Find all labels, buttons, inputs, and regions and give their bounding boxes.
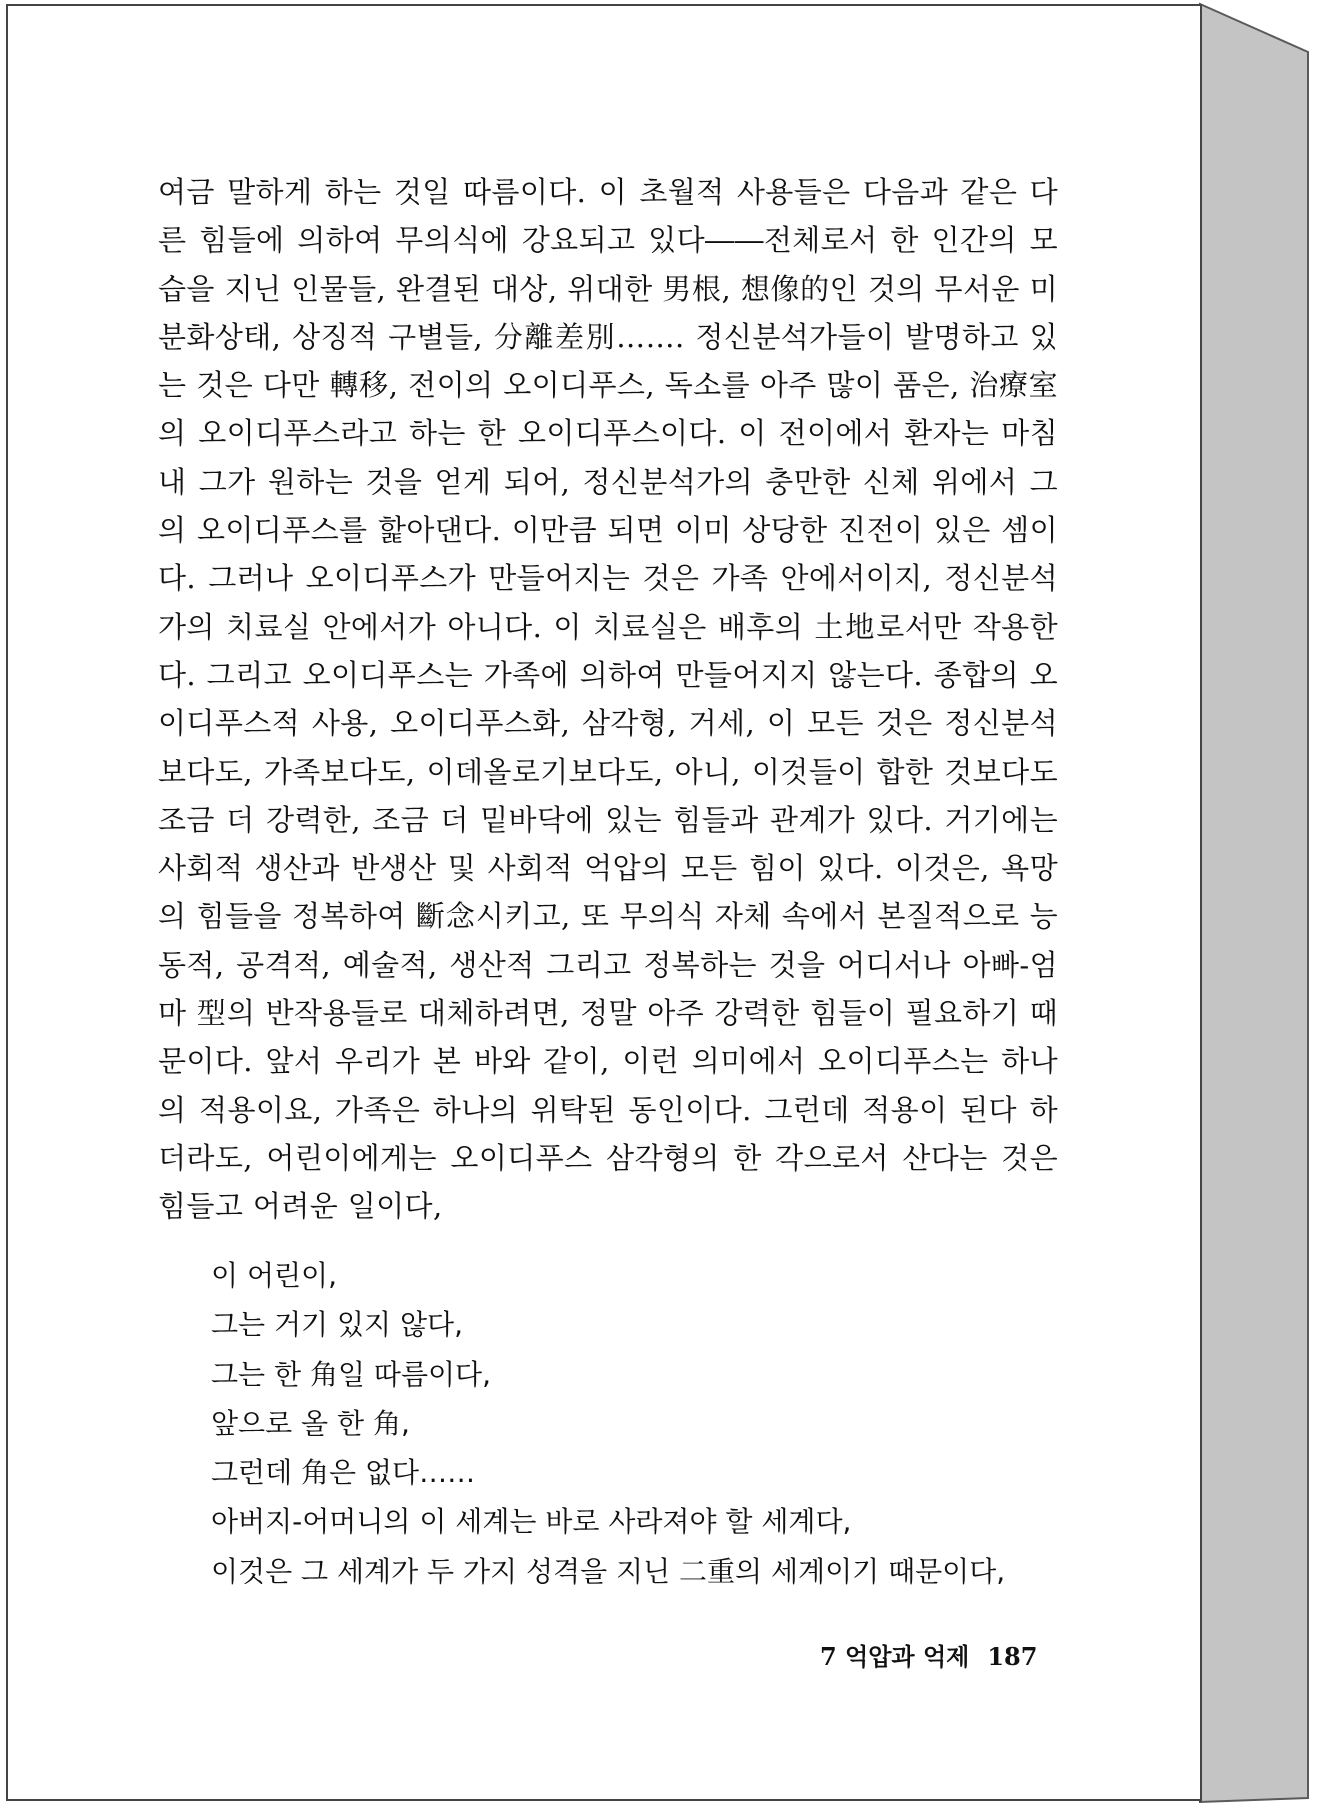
verse-line: 그런데 角은 없다……	[211, 1456, 476, 1490]
chapter-title: 7 억압과 억제	[820, 1642, 970, 1671]
verse-line: 아버지-어머니의 이 세계는 바로 사라져야 할 세계다,	[211, 1505, 852, 1539]
verse-line: 이 어린이,	[211, 1259, 337, 1292]
page-number: 187	[987, 1642, 1038, 1671]
verse-line: 이것은 그 세계가 두 가지 성격을 지닌 二重의 세계이기 때문이다,	[211, 1554, 1006, 1588]
running-footer	[820, 1637, 1037, 1672]
body-paragraph: 여금 말하게 하는 것일 따름이다. 이 초월적 사용들은 다음과 같은 다른 힘들에 의하여 무의식에 강요되고 있다――전체로서 한 인간의 모습을 지닌 인물들, 완결된 대상, 위대한 男根, 想像的인 것의 무서운 미분화상태, 상징적 구별들, 分離差別……. 정신분석가들이 발명하고 있는 것은 다만 轉移, 전이의 오이디푸스, 독소를 아주 많이 품은, 治療室의 오이디푸스라고 하는 한 오이디푸스이다. 이 전이에서 환자는 마침내 그가 원하는 것을 얻게 되어, 정신분석가의 충만한 신체 위에서 그의 오이디푸스를 핥아댄다. 이만큼 되면 이미 상당한 진전이 있은 셈이다. 그러나 오이디푸스가 만들어지는 것은 가족 안에서이지, 정신분석가의 치료실 안에서가 아니다. 이 치료실은 배후의 土地로서만 작용한다. 그리고 오이디푸스는 가족에 의하여 만들어지지 않는다. 종합의 오이디푸스적 사용, 오이디푸스화, 삼각형, 거세, 이 모든 것은 정신분석보다도, 가족보다도, 이데올로기보다도, 아니, 이것들이 합한 것보다도 조금 더 강력한, 조금 더 밑바닥에 있는 힘들과 관계가 있다. 거기에는 사회적 생산과 반생산 및 사회적 억압의 모든 힘이 있다. 이것은, 욕망의 힘들을 정복하여 斷念시키고, 또 무의식 자체 속에서 본질적으로 능동적, 공격적, 예술적, 생산적 그리고 정복하는 것을 어디서나 아빠-엄마 型의 반작용들로 대체하려면, 정말 아주 강력한 힘들이 필요하기 때문이다. 앞서 우리가 본 바와 같이, 이런 의미에서 오이디푸스는 하나의 적용이요, 가족은 하나의 위탁된 동인이다. 그런데 적용이 된다 하더라도, 어린이에게는 오이디푸스 삼각형의 한 각으로서 산다는 것은 힘들고 어려운 일이다,	[158, 175, 1058, 1224]
verse-line: 그는 한 角일 따름이다,	[211, 1357, 491, 1391]
quoted-verse	[211, 1251, 1005, 1596]
verse-line: 그는 거기 있지 않다,	[211, 1308, 463, 1342]
book-page	[6, 4, 1202, 1801]
verse-line: 앞으로 올 한 角,	[211, 1406, 410, 1440]
page-stack-side	[1200, 4, 1308, 1802]
